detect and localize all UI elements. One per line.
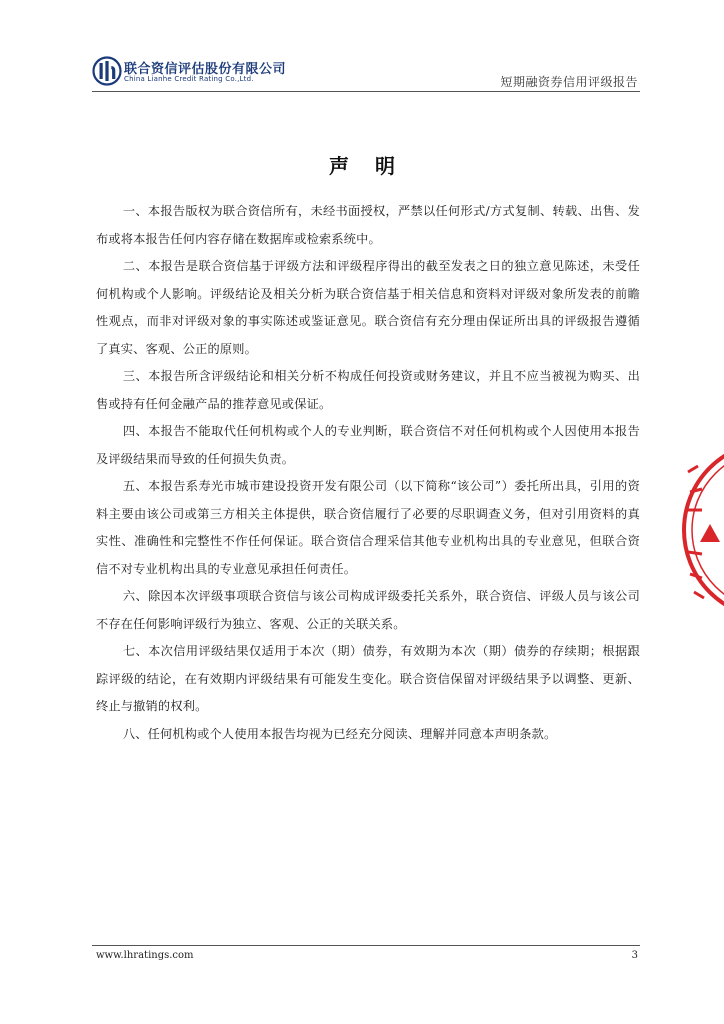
paragraph-5: 五、本报告系寿光市城市建设投资开发有限公司（以下简称“该公司”）委托所出具，引用的资料主要由该公司或第三方相关主体提供，联合资信履行了必要的尽职调查义务，但对引用资料的真实性、准确性和完整性不作任何保证。联合资信合理采信其他专业机构出具的专业意见，但联合资信不对专业机构出具的专业意见承担任何责任。 xyxy=(96,479,640,576)
footer-website: www.lhratings.com xyxy=(96,950,194,961)
company-name-en: China Lianhe Credit Rating Co.,Ltd. xyxy=(124,75,254,83)
page-title: 声明 xyxy=(329,154,421,178)
footer-divider xyxy=(92,945,640,946)
declaration-body xyxy=(96,198,640,748)
paragraph-6: 六、除因本次评级事项联合资信与该公司构成评级委托关系外，联合资信、评级人员与该公司不存在任何影响评级行为独立、客观、公正的关联关系。 xyxy=(96,589,640,631)
paragraph-7: 七、本次信用评级结果仅适用于本次（期）债券，有效期为本次（期）债券的存续期；根据跟踪评级的结论，在有效期内评级结果有可能发生变化。联合资信保留对评级结果予以调整、更新、终止与撤销的权利。 xyxy=(96,644,640,713)
paragraph-8: 八、任何机构或个人使用本报告均视为已经充分阅读、理解并同意本声明条款。 xyxy=(122,726,557,741)
header-divider xyxy=(92,91,640,92)
paragraph-1: 一、本报告版权为联合资信所有，未经书面授权，严禁以任何形式/方式复制、转载、出售、发布或将本报告任何内容存储在数据库或检索系统中。 xyxy=(96,204,640,246)
company-seal-stamp xyxy=(676,432,724,628)
paragraph-3: 三、本报告所含评级结论和相关分析不构成任何投资或财务建议，并且不应当被视为购买、出售或持有任何金融产品的推荐意见或保证。 xyxy=(96,369,640,411)
company-name-cn: 联合资信评估股份有限公司 xyxy=(124,62,287,77)
paragraph-4: 四、本报告不能取代任何机构或个人的专业判断，联合资信不对任何机构或个人因使用本报告及评级结果而导致的任何损失负责。 xyxy=(96,424,640,466)
lianhe-logo-icon xyxy=(92,56,122,86)
page-header xyxy=(92,56,640,92)
paragraph-2: 二、本报告是联合资信基于评级方法和评级程序得出的截至发表之日的独立意见陈述，未受任何机构或个人影响。评级结论及相关分析为联合资信基于相关信息和资料对评级对象所发表的前瞻性观点，而非对评级对象的事实陈述或鉴证意见。联合资信有充分理由保证所出具的评级报告遵循了真实、客观、公正的原则。 xyxy=(96,259,640,356)
report-type: 短期融资券信用评级报告 xyxy=(500,75,638,89)
page-number: 3 xyxy=(631,950,638,961)
